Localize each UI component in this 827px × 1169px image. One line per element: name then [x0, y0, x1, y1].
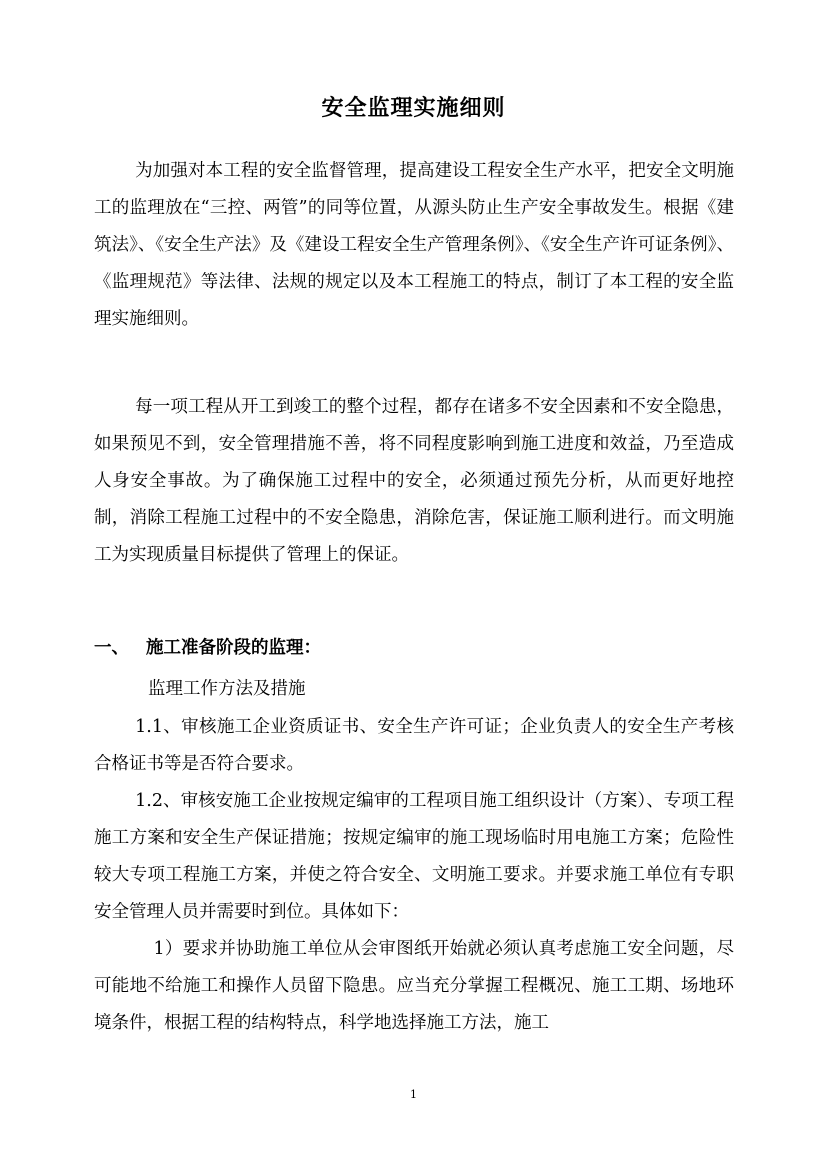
page-number: 1 [410, 1088, 417, 1101]
second-paragraph: 每一项工程从开工到竣工的整个过程，都存在诸多不安全因素和不安全隐患，如果预见不到，安全管理措施不善，将不同程度影响到施工进度和效益，乃至造成人身安全事故。为了确保施工过程中的安全，必须通过预先分析，从而更好地控制，消除工程施工过程中的不安全隐患，消除危害，保证施工顺利进行。而文明施工为实现质量目标提供了管理上的保证。 [94, 397, 734, 565]
section-heading-text: 施工准备阶段的监理： [146, 638, 321, 658]
item-1-2: 1.2、审核安施工企业按规定编审的工程项目施工组织设计（方案）、专项工程施工方案和安全生产保证措施；按规定编审的施工现场临时用电施工方案；危险性较大专项工程施工方案，并使之符合安全、文明施工要求。并要求施工单位有专职安全管理人员并需要时到位。具体如下： [94, 791, 734, 922]
intro-paragraph: 为加强对本工程的安全监督管理，提高建设工程安全生产水平，把安全文明施工的监理放在“三控、两管”的同等位置，从源头防止生产安全事故发生。根据《建筑法》、《安全生产法》及《建设工程安全生产管理条例》、《安全生产许可证条例》、《监理规范》等法律、法规的规定以及本工程施工的特点，制订了本工程的安全监理实施细则。 [94, 161, 734, 329]
item-1-2-1: 1）要求并协助施工单位从会审图纸开始就必须认真考虑施工安全问题，尽可能地不给施工和操作人员留下隐患。应当充分掌握工程概况、施工工期、场地环境条件，根据工程的结构特点，科学地选择施工方法，施工 [94, 939, 734, 1033]
section-number: 一、 [94, 638, 129, 658]
section-subheading: 监理工作方法及措施 [148, 679, 306, 699]
document-title: 安全监理实施细则 [321, 95, 506, 121]
item-1-1: 1.1、审核施工企业资质证书、安全生产许可证；企业负责人的安全生产考核合格证书等是否符合要求。 [94, 717, 734, 774]
section-heading [94, 632, 321, 664]
